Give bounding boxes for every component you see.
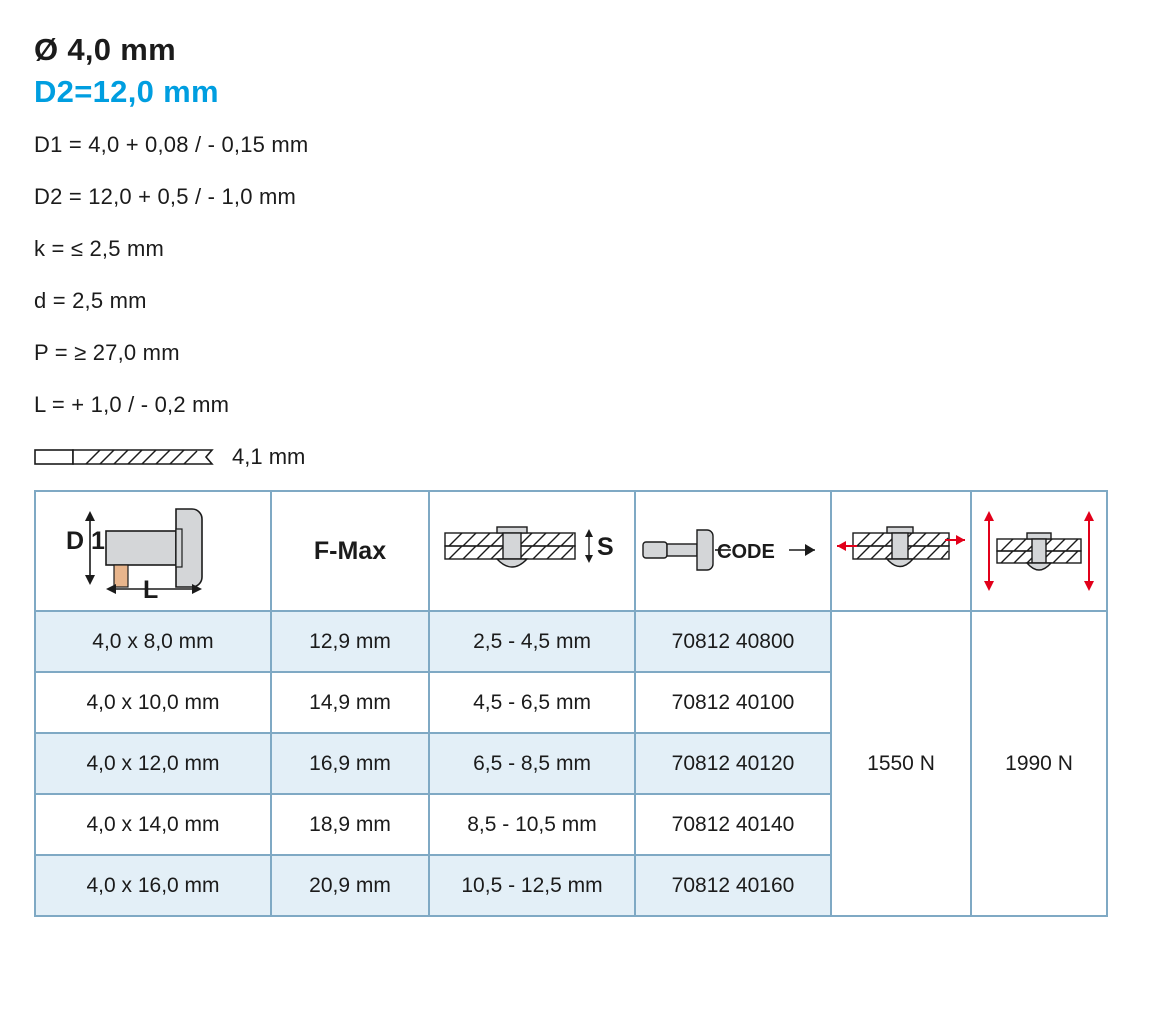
cell-dimension: 4,0 x 16,0 mm (35, 855, 271, 916)
header-fmax (271, 491, 429, 611)
svg-text:CODE: CODE (717, 541, 775, 563)
cell-grip: 4,5 - 6,5 mm (429, 672, 635, 733)
cell-fmax: 12,9 mm (271, 611, 429, 672)
page-title-diameter: Ø 4,0 mm (34, 32, 176, 67)
spec-item-d2: D2 = 12,0 + 0,5 / - 1,0 mm (34, 184, 296, 209)
cell-fmax: 18,9 mm (271, 794, 429, 855)
cell-grip: 6,5 - 8,5 mm (429, 733, 635, 794)
header-fmax-label: F-Max (313, 536, 387, 565)
rivet-dimension-diagram-icon (36, 492, 270, 610)
svg-text:L: L (143, 576, 159, 603)
cell-dimension: 4,0 x 14,0 mm (35, 794, 271, 855)
cell-dimension: 4,0 x 12,0 mm (35, 733, 271, 794)
spec-item-d: d = 2,5 mm (34, 288, 147, 313)
cell-code: 70812 40160 (635, 855, 831, 916)
table-header-row (35, 491, 1107, 611)
tensile-force-diagram-icon (972, 492, 1106, 610)
cell-fmax: 16,9 mm (271, 733, 429, 794)
spec-item-p: P = ≥ 27,0 mm (34, 340, 180, 365)
specification-list (34, 132, 1126, 418)
svg-text:D 1: D 1 (66, 527, 105, 555)
header-tensile-force (971, 491, 1107, 611)
spec-item-k: k = ≤ 2,5 mm (34, 236, 165, 261)
grip-range-diagram-icon (430, 492, 634, 610)
shear-force-diagram-icon (832, 492, 970, 610)
table-row (35, 611, 1107, 672)
drill-bit-icon (34, 446, 214, 468)
cell-grip: 8,5 - 10,5 mm (429, 794, 635, 855)
page-subtitle-d2: D2=12,0 mm (34, 74, 219, 109)
cell-code: 70812 40100 (635, 672, 831, 733)
svg-text:S: S (597, 533, 614, 561)
header-shear-force (831, 491, 971, 611)
cell-code: 70812 40140 (635, 794, 831, 855)
rivet-specification-table (34, 490, 1108, 917)
spec-item-l: L = + 1,0 / - 0,2 mm (34, 392, 230, 417)
header-code (635, 491, 831, 611)
drill-size-row (34, 444, 1126, 470)
header-grip-range (429, 491, 635, 611)
spec-item-d1: D1 = 4,0 + 0,08 / - 0,15 mm (34, 132, 309, 157)
cell-grip: 2,5 - 4,5 mm (429, 611, 635, 672)
cell-fmax: 14,9 mm (271, 672, 429, 733)
cell-grip: 10,5 - 12,5 mm (429, 855, 635, 916)
cell-tensile-force: 1990 N (971, 611, 1107, 916)
drill-size-label: 4,1 mm (232, 444, 306, 469)
cell-dimension: 4,0 x 10,0 mm (35, 672, 271, 733)
cell-dimension: 4,0 x 8,0 mm (35, 611, 271, 672)
rivet-code-diagram-icon (636, 492, 830, 610)
cell-fmax: 20,9 mm (271, 855, 429, 916)
header-dimension (35, 491, 271, 611)
cell-code: 70812 40120 (635, 733, 831, 794)
cell-shear-force: 1550 N (831, 611, 971, 916)
cell-code: 70812 40800 (635, 611, 831, 672)
